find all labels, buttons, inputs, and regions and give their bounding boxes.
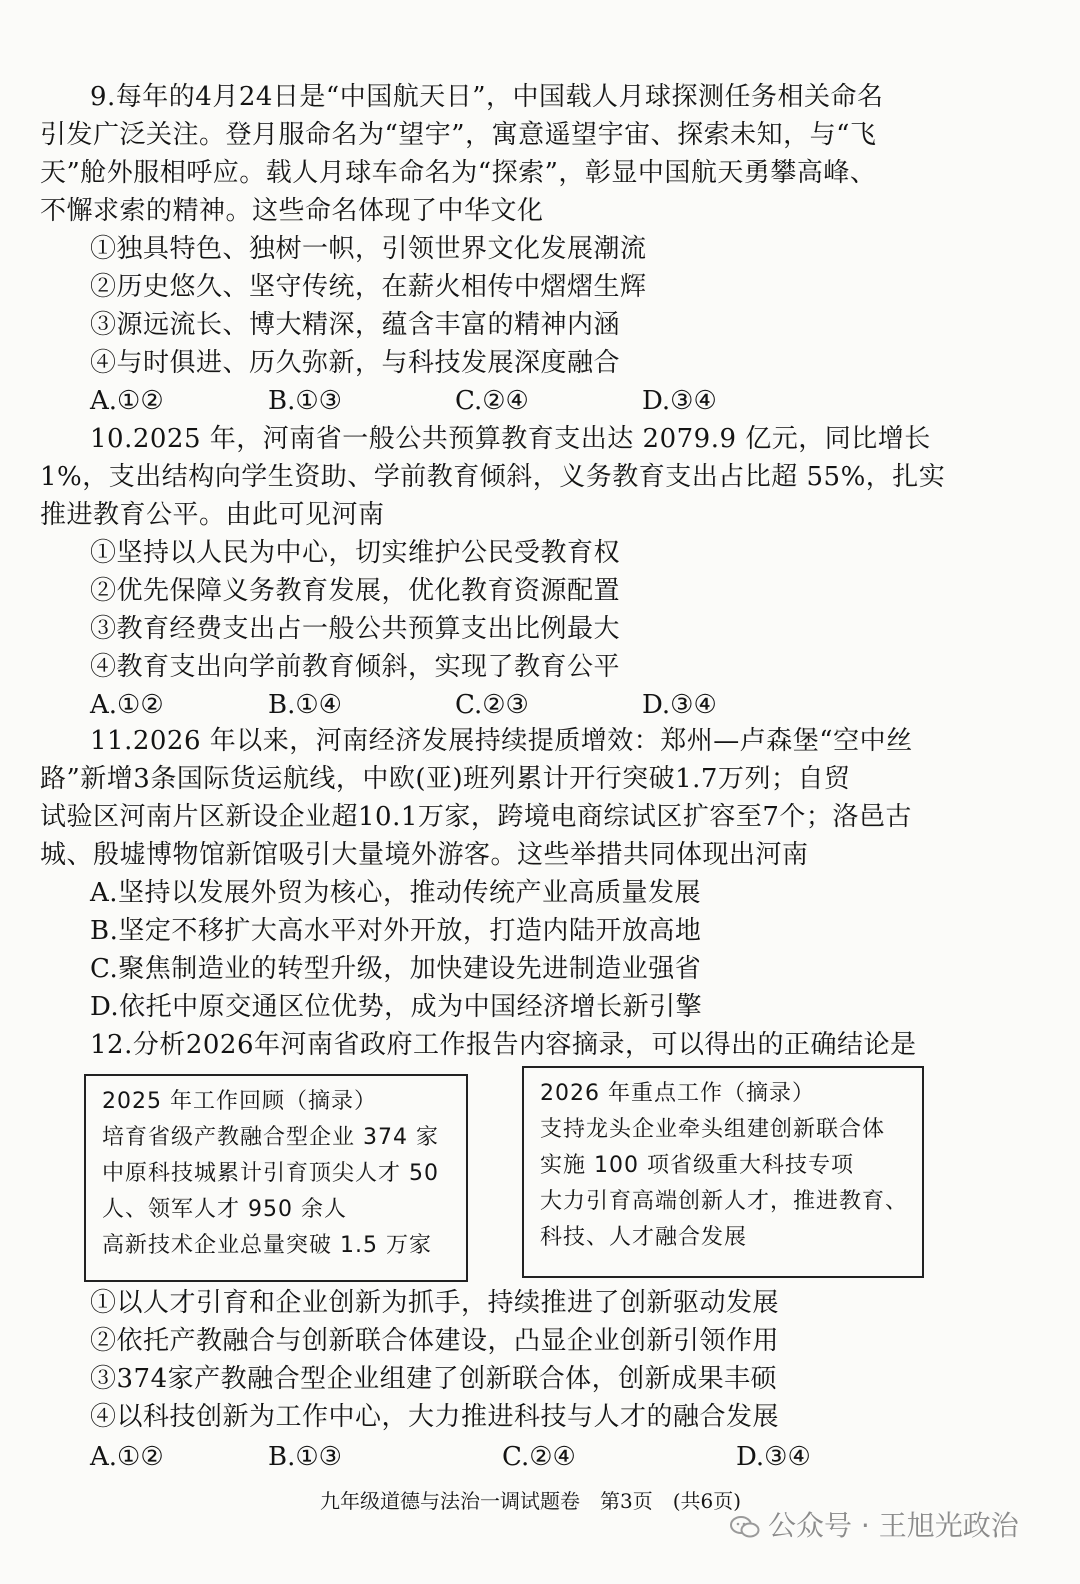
q12-option-2: ②依托产教融合与创新联合体建设，凸显企业创新引领作用	[90, 1326, 780, 1356]
excerpt-2026-line-1: 支持龙头企业牵头组建创新联合体	[540, 1117, 886, 1142]
q9-option-2: ②历史悠久、坚守传统，在薪火相传中熠熠生辉	[90, 272, 647, 302]
q12-option-4: ④以科技创新为工作中心，大力推进科技与人才的融合发展	[90, 1402, 780, 1432]
q10-stem-line-3: 推进教育公平。由此可见河南	[40, 500, 385, 530]
excerpt-2026-title: 2026 年重点工作（摘录）	[540, 1081, 815, 1106]
watermark	[730, 1506, 1019, 1546]
q12-choice-c: C.②④	[502, 1442, 576, 1472]
excerpt-box-2025	[84, 1074, 468, 1282]
excerpt-2026-line-3: 大力引育高端创新人才，推进教育、	[540, 1189, 909, 1214]
q12-option-1: ①以人才引育和企业创新为抓手，持续推进了创新驱动发展	[90, 1288, 780, 1318]
q10-choices	[90, 686, 790, 724]
q11-stem-line-2: 路”新增3条国际货运航线，中欧(亚)班列累计开行突破1.7万列；自贸	[40, 764, 851, 794]
q11-stem-line-1: 11.2026 年以来，河南经济发展持续提质增效：郑州—卢森堡“空中丝	[90, 726, 913, 756]
q10-option-2: ②优先保障义务教育发展，优化教育资源配置	[90, 576, 621, 606]
q12-choice-d: D.③④	[736, 1442, 811, 1472]
excerpt-2025-title: 2025 年工作回顾（摘录）	[102, 1089, 377, 1114]
q12-choice-b: B.①③	[268, 1442, 342, 1472]
q10-choice-d: D.③④	[642, 690, 717, 720]
q10-choice-c: C.②③	[455, 690, 529, 720]
q10-choice-b: B.①④	[268, 690, 342, 720]
q11-option-c: C.聚焦制造业的转型升级，加快建设先进制造业强省	[90, 954, 702, 984]
excerpt-2025-line-2: 中原科技城累计引育顶尖人才 50	[102, 1161, 439, 1186]
q9-stem-line-2: 引发广泛关注。登月服命名为“望宇”，寓意遥望宇宙、探索未知，与“飞	[40, 120, 877, 150]
q10-option-3: ③教育经费支出占一般公共预算支出比例最大	[90, 614, 621, 644]
q12-stem: 12.分析2026年河南省政府工作报告内容摘录，可以得出的正确结论是	[90, 1030, 917, 1060]
q11-option-d: D.依托中原交通区位优势，成为中国经济增长新引擎	[90, 992, 703, 1022]
q11-option-a: A.坚持以发展外贸为核心，推动传统产业高质量发展	[90, 878, 702, 908]
q11-option-b: B.坚定不移扩大高水平对外开放，打造内陆开放高地	[90, 916, 702, 946]
q10-option-4: ④教育支出向学前教育倾斜，实现了教育公平	[90, 652, 621, 682]
q9-choice-b: B.①③	[268, 386, 342, 416]
q9-choice-d: D.③④	[642, 386, 717, 416]
q10-option-1: ①坚持以人民为中心，切实维护公民受教育权	[90, 538, 621, 568]
q9-option-1: ①独具特色、独树一帜，引领世界文化发展潮流	[90, 234, 647, 264]
q10-stem-line-2: 1%，支出结构向学生资助、学前教育倾斜，义务教育支出占比超 55%，扎实	[40, 462, 946, 492]
q9-stem-line-4: 不懈求索的精神。这些命名体现了中华文化	[40, 196, 544, 226]
q9-choice-c: C.②④	[455, 386, 529, 416]
q11-stem-line-3: 试验区河南片区新设企业超10.1万家，跨境电商综试区扩容至7个；洛邑古	[40, 802, 912, 832]
q10-stem-line-1: 10.2025 年，河南省一般公共预算教育支出达 2079.9 亿元，同比增长	[90, 424, 931, 454]
page-footer: 九年级道德与法治一调试题卷 第3页 (共6页)	[320, 1489, 742, 1513]
q9-choices	[90, 382, 790, 420]
q10-choice-a: A.①②	[90, 690, 164, 720]
q12-option-3: ③374家产教融合型企业组建了创新联合体，创新成果丰硕	[90, 1364, 778, 1394]
watermark-text: 公众号 · 王旭光政治	[768, 1509, 1019, 1542]
excerpt-2026-line-2: 实施 100 项省级重大科技专项	[540, 1153, 854, 1178]
wechat-icon	[730, 1516, 760, 1538]
q9-stem-line-3: 天”舱外服相呼应。载人月球车命名为“探索”，彰显中国航天勇攀高峰、	[40, 158, 877, 188]
excerpt-2026-line-4: 科技、人才融合发展	[540, 1225, 748, 1250]
q9-stem-line-1: 9.每年的4月24日是“中国航天日”，中国载人月球探测任务相关命名	[90, 82, 884, 112]
q12-choices	[90, 1438, 850, 1476]
q9-option-3: ③源远流长、博大精深，蕴含丰富的精神内涵	[90, 310, 621, 340]
q9-option-4: ④与时俱进、历久弥新，与科技发展深度融合	[90, 348, 621, 378]
excerpt-box-2026	[522, 1066, 924, 1278]
excerpt-2025-line-3: 人、领军人才 950 余人	[102, 1197, 347, 1222]
q9-choice-a: A.①②	[90, 386, 164, 416]
q11-stem-line-4: 城、殷墟博物馆新馆吸引大量境外游客。这些举措共同体现出河南	[40, 840, 809, 870]
excerpt-2025-line-4: 高新技术企业总量突破 1.5 万家	[102, 1233, 432, 1258]
excerpt-2025-line-1: 培育省级产教融合型企业 374 家	[102, 1125, 439, 1150]
q12-choice-a: A.①②	[90, 1442, 164, 1472]
